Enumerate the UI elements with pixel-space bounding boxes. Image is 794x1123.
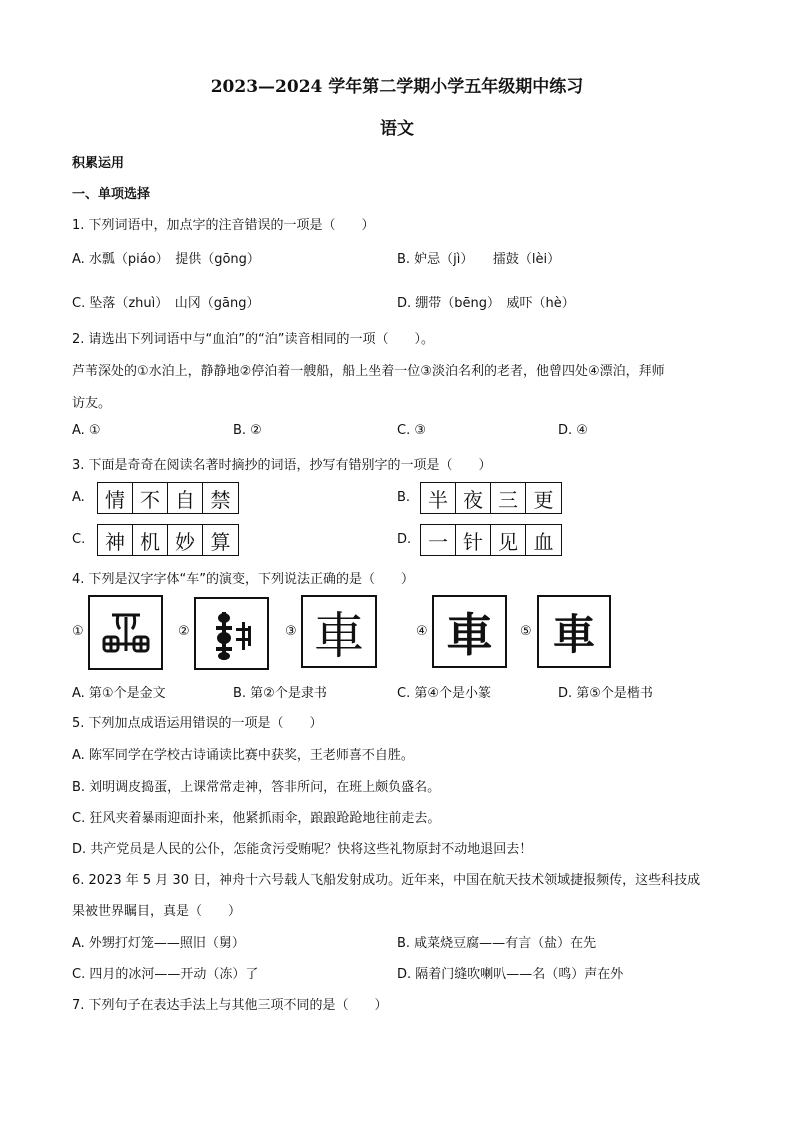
q6-stem-line1: 6. 2023 年 5 月 30 日，神舟十六号载人飞船发射成功。近年来，中国在航天技术领域捷报频传，这些科技成: [72, 873, 701, 888]
q6-option-b[interactable]: B. 咸菜烧豆腐——有言（盐）在先: [397, 936, 597, 951]
q3-option-b-label[interactable]: B.: [397, 490, 411, 505]
q6-stem-line2: 果被世界瞩目，真是（ ）: [72, 904, 242, 919]
q5-option-a[interactable]: A. 陈军同学在学校古诗诵读比赛中获奖，王老师喜不自胜。: [72, 748, 414, 763]
subject-title: 语文: [380, 119, 414, 139]
glyph-number-1: ①: [72, 624, 84, 639]
q1-stem: 1. 下列词语中，加点字的注音错误的一项是（ ）: [72, 218, 375, 233]
q2-passage-line2: 访友。: [72, 396, 112, 411]
char-box: 见: [491, 525, 526, 555]
char-box: 不: [133, 483, 168, 513]
glyph-1-bronze-che: [88, 595, 163, 670]
glyph-4-running-che: 車: [432, 595, 507, 668]
char-box: 妙: [168, 525, 203, 555]
q3-option-b-boxes[interactable]: [420, 482, 562, 514]
q3-option-a-label[interactable]: A.: [72, 490, 85, 505]
q2-passage-line1: 芦苇深处的①水泊上，静静地②停泊着一艘船，船上坐着一位③淡泊名利的老者，他曾四处④漂泊，拜师: [72, 364, 665, 379]
q1-option-d[interactable]: D. 绷带（bēng） 威吓（hè）: [397, 296, 575, 311]
q6-option-d[interactable]: D. 隔着门缝吹喇叭——名（鸣）声在外: [397, 967, 624, 982]
q6-option-c[interactable]: C. 四月的冰河——开动（冻）了: [72, 967, 259, 982]
q3-option-a-boxes[interactable]: [97, 482, 239, 514]
q5-option-d[interactable]: D. 共产党员是人民的公仆，怎能贪污受贿呢？快将这些礼物原封不动地退回去！: [72, 842, 533, 857]
char-box: 情: [98, 483, 133, 513]
q5-option-c[interactable]: C. 狂风夹着暴雨迎面扑来，他紧抓雨伞，踉踉跄跄地往前走去。: [72, 811, 441, 826]
q4-option-a[interactable]: A. 第①个是金文: [72, 686, 166, 701]
glyph-number-4: ④: [416, 624, 428, 639]
q3-stem: 3. 下面是奇奇在阅读名著时摘抄的词语，抄写有错别字的一项是（ ）: [72, 458, 492, 473]
char-box: 自: [168, 483, 203, 513]
char-box: 神: [98, 525, 133, 555]
char-box: 夜: [456, 483, 491, 513]
char-box: 一: [421, 525, 456, 555]
glyph-3-clerical-che: 車: [301, 595, 377, 668]
glyph-5-regular-che: 車: [537, 595, 611, 668]
bronze-che-icon: [96, 603, 156, 663]
q3-option-c-boxes[interactable]: [97, 524, 239, 556]
seal-che-icon: [202, 604, 262, 664]
q4-option-c[interactable]: C. 第④个是小篆: [397, 686, 491, 701]
char-box: 半: [421, 483, 456, 513]
q4-option-d[interactable]: D. 第⑤个是楷书: [558, 686, 653, 701]
section-heading: 一、单项选择: [72, 187, 151, 202]
page-title: 2023—2024 学年第二学期小学五年级期中练习: [210, 77, 584, 97]
q6-option-a[interactable]: A. 外甥打灯笼——照旧（舅）: [72, 936, 245, 951]
q2-option-c[interactable]: C. ③: [397, 423, 426, 438]
part-label: 积累运用: [72, 156, 125, 171]
char-box: 算: [210, 529, 231, 554]
q3-option-d-label[interactable]: D.: [397, 532, 412, 547]
q3-option-c-label[interactable]: C.: [72, 532, 86, 547]
char-box: 针: [456, 525, 491, 555]
glyph-number-5: ⑤: [520, 624, 532, 639]
q1-option-b[interactable]: B. 妒忌（jì） 擂鼓（lèi）: [397, 252, 561, 267]
q1-option-a[interactable]: A. 水瓢（piáo） 提供（gōng）: [72, 252, 260, 267]
char-box: 禁: [210, 487, 231, 512]
glyph-number-3: ③: [285, 624, 297, 639]
q4-stem: 4. 下列是汉字字体“车”的演变，下列说法正确的是（ ）: [72, 572, 415, 587]
char-box: 机: [133, 525, 168, 555]
char-box: 三: [491, 483, 526, 513]
glyph-number-2: ②: [178, 624, 190, 639]
q5-stem: 5. 下列加点成语运用错误的一项是（ ）: [72, 716, 323, 731]
q5-option-b[interactable]: B. 刘明调皮捣蛋，上课常常走神，答非所问，在班上颇负盛名。: [72, 780, 441, 795]
q7-stem: 7. 下列句子在表达手法上与其他三项不同的是（ ）: [72, 998, 388, 1013]
q2-option-d[interactable]: D. ④: [558, 423, 588, 438]
q1-option-c[interactable]: C. 坠落（zhuì） 山冈（gāng）: [72, 296, 260, 311]
q2-stem: 2. 请选出下列词语中与“血泊”的“泊”读音相同的一项（ ）。: [72, 332, 434, 347]
q2-option-a[interactable]: A. ①: [72, 423, 101, 438]
glyph-2-seal-che: [194, 597, 269, 670]
char-box: 血: [533, 529, 554, 554]
char-box: 更: [533, 487, 554, 512]
q4-option-b[interactable]: B. 第②个是隶书: [233, 686, 327, 701]
q2-option-b[interactable]: B. ②: [233, 423, 262, 438]
q3-option-d-boxes[interactable]: [420, 524, 562, 556]
